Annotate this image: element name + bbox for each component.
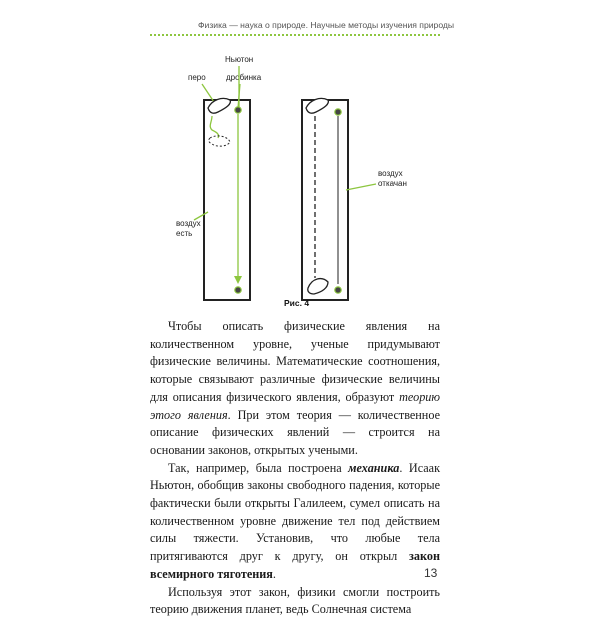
label-air-present-1: воздух	[176, 219, 201, 228]
label-pellet: дробинка	[226, 73, 262, 82]
pellet-start	[235, 107, 241, 113]
emphasis-mechanics: механика	[348, 460, 400, 475]
pellet-arrow	[234, 276, 242, 284]
air-removed-pointer	[346, 184, 376, 190]
paragraph-1: Чтобы описать физические явления на количественном уровне, ученые придумывают физические величины. Математические соотношения, которые связывают различные физические величины для описания физического явления, образуют теорию этого явления. При этом теория — количественное описание физических явлений — строится на основании законов, открытых учеными.	[150, 319, 440, 457]
feather-trajectory	[210, 116, 218, 138]
left-tube	[204, 100, 250, 300]
figure-4-drawing	[150, 50, 440, 310]
body-text	[150, 318, 440, 619]
paragraph-3: Используя этот закон, физики смогли построить теорию движения планет, ведь Солнечная система	[150, 584, 440, 617]
label-feather: перо	[188, 73, 206, 82]
running-header: Физика — наука о природе. Научные методы изучения природы	[198, 20, 455, 30]
feather-vacuum-end	[308, 279, 328, 294]
pellet-vacuum-end	[335, 287, 341, 293]
label-air-removed-1: воздух	[378, 169, 403, 178]
feather-mid	[209, 136, 230, 146]
header-divider	[150, 34, 440, 36]
pellet-vacuum-start	[335, 109, 341, 115]
label-air-removed-2: откачан	[378, 179, 407, 188]
page-number: 13	[424, 566, 438, 580]
emphasis-gravitation-law: закон всемирного тяготения	[150, 549, 440, 581]
label-air-present-2: есть	[176, 229, 193, 238]
air-present-pointer	[194, 212, 208, 220]
figure-caption: Рис. 4	[284, 298, 310, 308]
right-tube	[302, 100, 348, 300]
paragraph-2: Так, например, была построена механика. Исаак Ньютон, обобщив законы свободного падения, которые фактически были открыты Галилеем, сумел описать на количественном уровне движение тел под действием силы тяжести. Установив, что любые тела притягиваются друг к другу, он открыл закон всемирного тяготения.	[150, 460, 440, 581]
figure-4	[150, 50, 440, 310]
label-newton: Ньютон	[225, 55, 254, 64]
emphasis-theory: теорию этого явления	[150, 389, 440, 422]
pellet-end	[235, 287, 241, 293]
